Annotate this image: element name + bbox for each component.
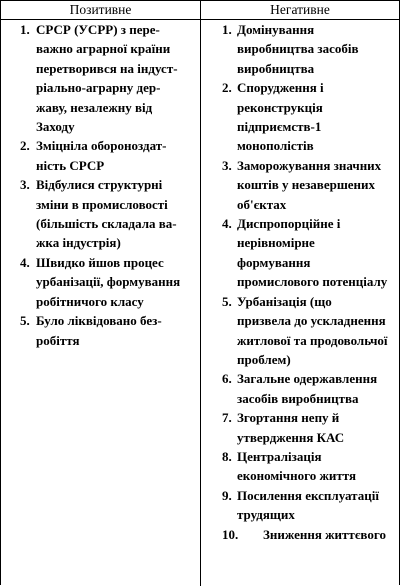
item-number: 1.	[20, 22, 30, 37]
negative-item	[201, 20, 399, 78]
item-text-line: об'єктах	[237, 196, 287, 212]
item-text-line: житлової та продовольчої	[237, 332, 388, 348]
item-text-line: Було ліквідовано без-	[36, 313, 162, 329]
item-number: 9.	[222, 487, 232, 503]
header-positive: Позитивне	[69, 2, 132, 17]
negative-item	[201, 486, 399, 525]
item-number: 6.	[222, 371, 232, 387]
negative-item	[201, 78, 399, 156]
item-text-line: Урбанізація (що	[237, 293, 332, 309]
item-text-line: Згортання непу й	[237, 410, 340, 426]
positive-list	[1, 20, 200, 350]
negative-item	[201, 408, 399, 447]
item-text-line: Централізація	[237, 448, 322, 464]
negative-item	[201, 369, 399, 408]
item-text-line: економічного життя	[237, 468, 356, 484]
item-text-line: жаву, незалежну від	[36, 99, 153, 115]
item-text-line: утвердження КАС	[237, 429, 345, 445]
positive-item	[1, 311, 200, 350]
item-text-line: нерівномірне	[237, 235, 315, 251]
item-text-line: СРСР (УСРР) з пере-	[36, 22, 160, 37]
negative-item	[201, 447, 399, 486]
header-negative: Негативне	[270, 2, 330, 17]
item-text-line: Заходу	[36, 119, 75, 135]
item-text-line: Зміцніла обороноздат-	[36, 138, 167, 154]
negative-item	[201, 156, 399, 214]
item-text-line: робіття	[36, 332, 80, 348]
item-text-line: монополістів	[237, 138, 314, 154]
item-text-line: (більшість складала ва-	[36, 216, 177, 232]
item-text-line: коштів у незавершених	[237, 177, 376, 193]
item-number: 3.	[20, 177, 30, 193]
item-number: 5.	[20, 313, 30, 329]
negative-item	[201, 214, 399, 292]
item-text-line: Заморожування значних	[237, 157, 382, 173]
item-text-line: Диспропорційне і	[237, 216, 341, 232]
item-text-line: Загальне одержавлення	[237, 371, 378, 387]
negative-item	[201, 292, 399, 370]
item-text-line: ність СРСР	[36, 157, 105, 173]
item-text-line: засобів виробництва	[237, 390, 359, 406]
item-text-line: призвела до ускладнення	[237, 313, 386, 329]
item-number: 4.	[20, 254, 30, 270]
item-text-line: промислового потенціалу	[237, 274, 388, 290]
positive-item	[1, 253, 200, 311]
item-text-line: виробництва засобів	[237, 41, 359, 57]
item-number: 2.	[222, 80, 232, 96]
item-text-line: важно аграрної країни	[36, 41, 171, 57]
item-text-line: проблем)	[237, 351, 291, 367]
item-number: 2.	[20, 138, 30, 154]
item-text-line: Посилення експлуатації	[237, 487, 379, 503]
item-text-line: Швидко йшов процес	[36, 254, 164, 270]
item-number: 5.	[222, 293, 232, 309]
positive-item	[1, 136, 200, 175]
item-text-line: перетворився на індуст-	[36, 60, 178, 76]
positive-item	[1, 20, 200, 136]
item-text-line: жка індустрія)	[36, 235, 121, 251]
item-text-line: реконструкція	[237, 99, 323, 115]
item-number: 3.	[222, 157, 232, 173]
item-text-line: Зниження життєвого	[263, 526, 386, 542]
item-number: 10.	[222, 526, 239, 542]
item-text-line: підприємств-1	[237, 119, 322, 135]
item-text-line: урбанізації, формування	[36, 274, 181, 290]
item-number: 4.	[222, 216, 232, 232]
item-text-line: формування	[237, 254, 311, 270]
positive-item	[1, 175, 200, 253]
item-text-line: трудящих	[237, 507, 295, 523]
item-number: 1.	[222, 22, 232, 37]
item-number: 7.	[222, 410, 232, 426]
item-text-line: зміни в промисловості	[36, 196, 168, 212]
item-text-line: ріально-аграрну дер-	[36, 80, 161, 96]
item-text-line: робітничого класу	[36, 293, 144, 309]
item-number: 8.	[222, 448, 232, 464]
item-text-line: Домінування	[237, 22, 315, 37]
item-text-line: Спорудження і	[237, 80, 324, 96]
negative-item	[201, 525, 399, 544]
negative-list	[201, 20, 399, 544]
item-text-line: виробництва	[237, 60, 315, 76]
item-text-line: Відбулися структурні	[36, 177, 163, 193]
